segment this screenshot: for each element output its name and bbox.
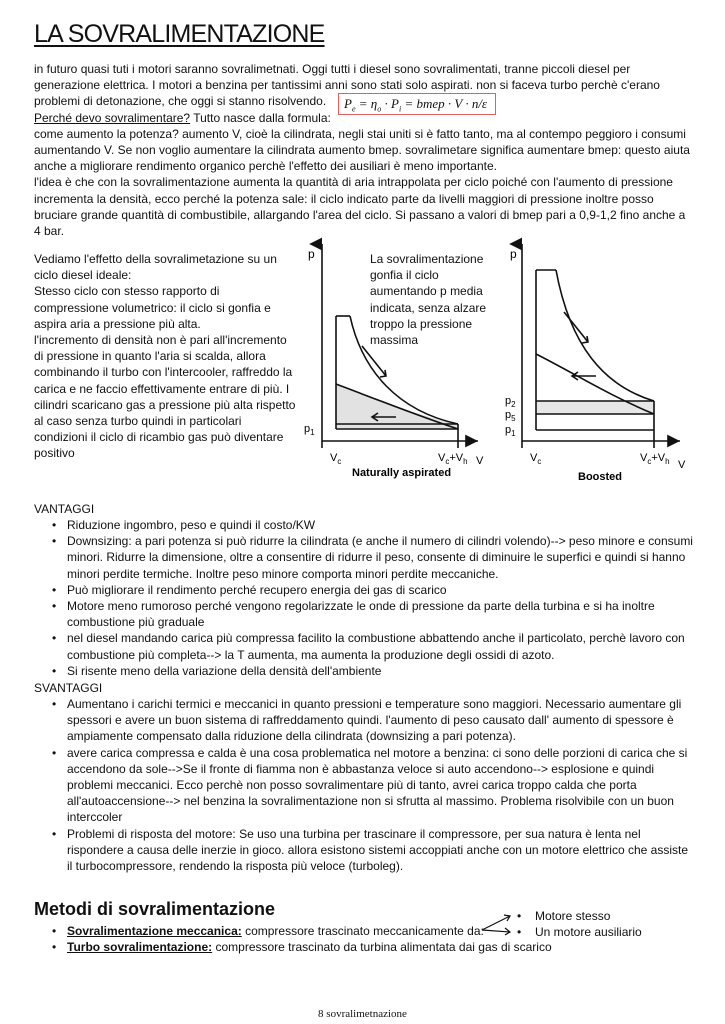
list-item: • Motore stesso (517, 908, 642, 924)
list-item: • Problemi di risposta del motore: Se uso una turbina per trascinare il compressore, per sua natura è lenta nel rispondere a causa delle inerzie in gioco. allora esistono sistemi accoppiati anche con un motore elettrico che assiste il turbocompressore, rendendo la risposta più veloce (turboleg). (67, 826, 694, 875)
intro-paragraph-1: in futuro quasi tuti i motori saranno sovralimetnati. Oggi tutti i diesel sono sovralimentati, tranne piccoli diesel per generazione elettrica. I motori a benzina per tantissimi anni sono stati solo aspirati. non si faceva turbo perchè c'erano problemi di detonazione, che oggi si stanno risolvendo. (34, 62, 660, 109)
intro-paragraph-3: come aumento la potenza? aumento V, cioè la cilindrata, negli stai uniti si è fatto tanto, ma al contempo peggioro i consumi aumentando V. Se non voglio aumentare la cilindrata aumento bmep. sovralimetare significa aumentare bmep: questo aiuta anche a migliorare rendimento organico perchè l'effetto dei ausiliari è meno importante. (34, 126, 690, 174)
na-caption: Naturally aspirated (352, 467, 452, 479)
list-item: • Downsizing: a pari potenza si può ridurre la cilindrata (e anche il numero di cilindri volendo)--> peso minore e consumi minori. Ridurre la dimensione, oltre a consentire di ridurre il peso, consente di diminuire le superfici e quindi si hanno minori perdite termiche. Inoltre peso minore comporta minori perdite meccaniche. (67, 533, 694, 582)
intro-paragraph-4: l'idea è che con la sovralimentazione aumenta la quantità di aria intrappolata per ciclo poiché con l'aumento di pressione incrementa la densità, ecco perché la potenza sale: il ciclo indicato parte da livelli maggiori di pressione inoltre posso bruciare grande quantità di combustibile, allargando l'area del ciclo. Si passano a valori di bmep pari a 0,9-1,2 fino anche a 4 bar. (34, 175, 686, 239)
page-footer: 8 sovralimetnazione (318, 1008, 407, 1020)
method-name: Turbo sovralimentazione: (67, 940, 213, 955)
na-vcvh-label: $V_c+V_h$ (438, 452, 468, 466)
list-item: • Motore meno rumoroso perché vengono regolarizzate le onde di pressione da parte della turbina e si ha inoltre combustione più graduale (67, 598, 694, 630)
boosted-diagram (500, 236, 700, 486)
list-item: • Riduzione ingombro, peso e quindi il costo/KW (67, 517, 694, 533)
bo-caption: Boosted (578, 471, 622, 483)
page-title: LA SOVRALIMENTAZIONE (34, 20, 325, 48)
bo-p5-label: $p_5$ (505, 409, 516, 423)
bo-vcvh-label: $V_c+V_h$ (640, 452, 670, 466)
cycle-intro: Vediamo l'effetto della sovralimetazione su un ciclo diesel ideale: (34, 252, 277, 283)
na-vc-label: $V_c$ (330, 452, 342, 466)
bo-volume-axis-label: V (678, 459, 686, 471)
list-item: • Un motore ausiliario (517, 924, 642, 940)
method-name: Sovralimentazione meccanica: (67, 924, 242, 938)
list-item: • Si risente meno della variazione della densità dell'ambiente (67, 663, 694, 679)
why-question: Perché devo sovralimentare? (34, 110, 191, 125)
list-item: • nel diesel mandando carica più compressa facilito la combustione abbattendo anche il particolato, perchè lavoro con combustione più completa--> la T aumenta, ma aumenta la produzione degli ossidi di azoto. (67, 630, 694, 662)
bo-pressure-axis-label: p (510, 247, 517, 261)
list-item: • Aumentano i carichi termici e meccanici in quanto pressioni e temperature sono maggiori. Necessario aumentare gli spessori e avere un buon sistema di raffreddamento quindi. l'aumento di peso causato dall' aumento di spessore è ampiamente compensato dalla riduzione della cilindrata (downsizing a pari potenza). (67, 696, 694, 745)
na-p1-label: $p_1$ (304, 423, 315, 437)
list-item: • Turbo sovralimentazione: compressore trascinato da turbina alimentata dai gas di scarico (67, 939, 694, 955)
svantaggi-list (34, 696, 694, 874)
boost-note: La sovralimentazione gonfia il ciclo aumentando p media indicata, senza alzare troppo la pressione massima (370, 252, 487, 348)
branch-arrows (480, 910, 518, 938)
na-pressure-axis-label: p (308, 247, 315, 261)
list-item: • Può migliorare il rendimento perché recupero energia dei gas di scarico (67, 582, 694, 598)
formula-lead: Tutto nasce dalla formula: (190, 110, 331, 125)
cycle-density-note: l'incremento di densità non è pari all'incremento di pressione in quanto l'aria si scalda, allora combinando il turbo con l'intercooler, raffreddo la carica e ne faccio effettivamente entrare di più. I cilindri scaricano gas a pressione più alta rispetto al caso senza turbo quindi in particolari condizioni il ciclo di ricambio gas può diventare positivo (34, 333, 296, 461)
power-formula: $P_e = \eta_o \cdot P_i$ = bmep · V · n/ε (338, 93, 496, 115)
cycle-same-ratio: Stesso ciclo con stesso rapporto di compressione volumetrico: il ciclo si gonfia e aspira aria a pressione più alta. (34, 284, 271, 331)
naturally-aspirated-diagram (298, 236, 498, 486)
intro-text (34, 61, 694, 239)
vantaggi-list (34, 517, 694, 679)
cycle-explanation (34, 251, 296, 462)
bo-p2-label: $p_2$ (505, 395, 516, 409)
list-item: • Sovralimentazione meccanica: compressore trascinato meccanicamente da: (67, 923, 694, 939)
na-volume-axis-label: V (476, 455, 484, 467)
list-item: • avere carica compressa e calda è una cosa problematica nel motore a benzina: ci sono delle porzioni di carica che si accendono da sole-->Se il fronte di fiamma non è abbastanza veloce si auto accendono--> esplosione e quindi problemi meccanici. Ecco perchè non posso sovralimentare più di tanto, avrei carica troppo calda che porta all'autoaccensione--> nel benzina la sovralimentazione non si sfrutta al massimo. Problema risolvibile con un buon interccoler (67, 745, 694, 826)
metodi-heading: Metodi di sovralimentazione (34, 899, 276, 919)
vantaggi-label: VANTAGGI (34, 502, 95, 516)
bo-p1-label: $p_1$ (505, 424, 516, 438)
drive-source-list (517, 908, 642, 940)
svantaggi-label: SVANTAGGI (34, 681, 103, 695)
bo-vc-label: $V_c$ (530, 452, 542, 466)
